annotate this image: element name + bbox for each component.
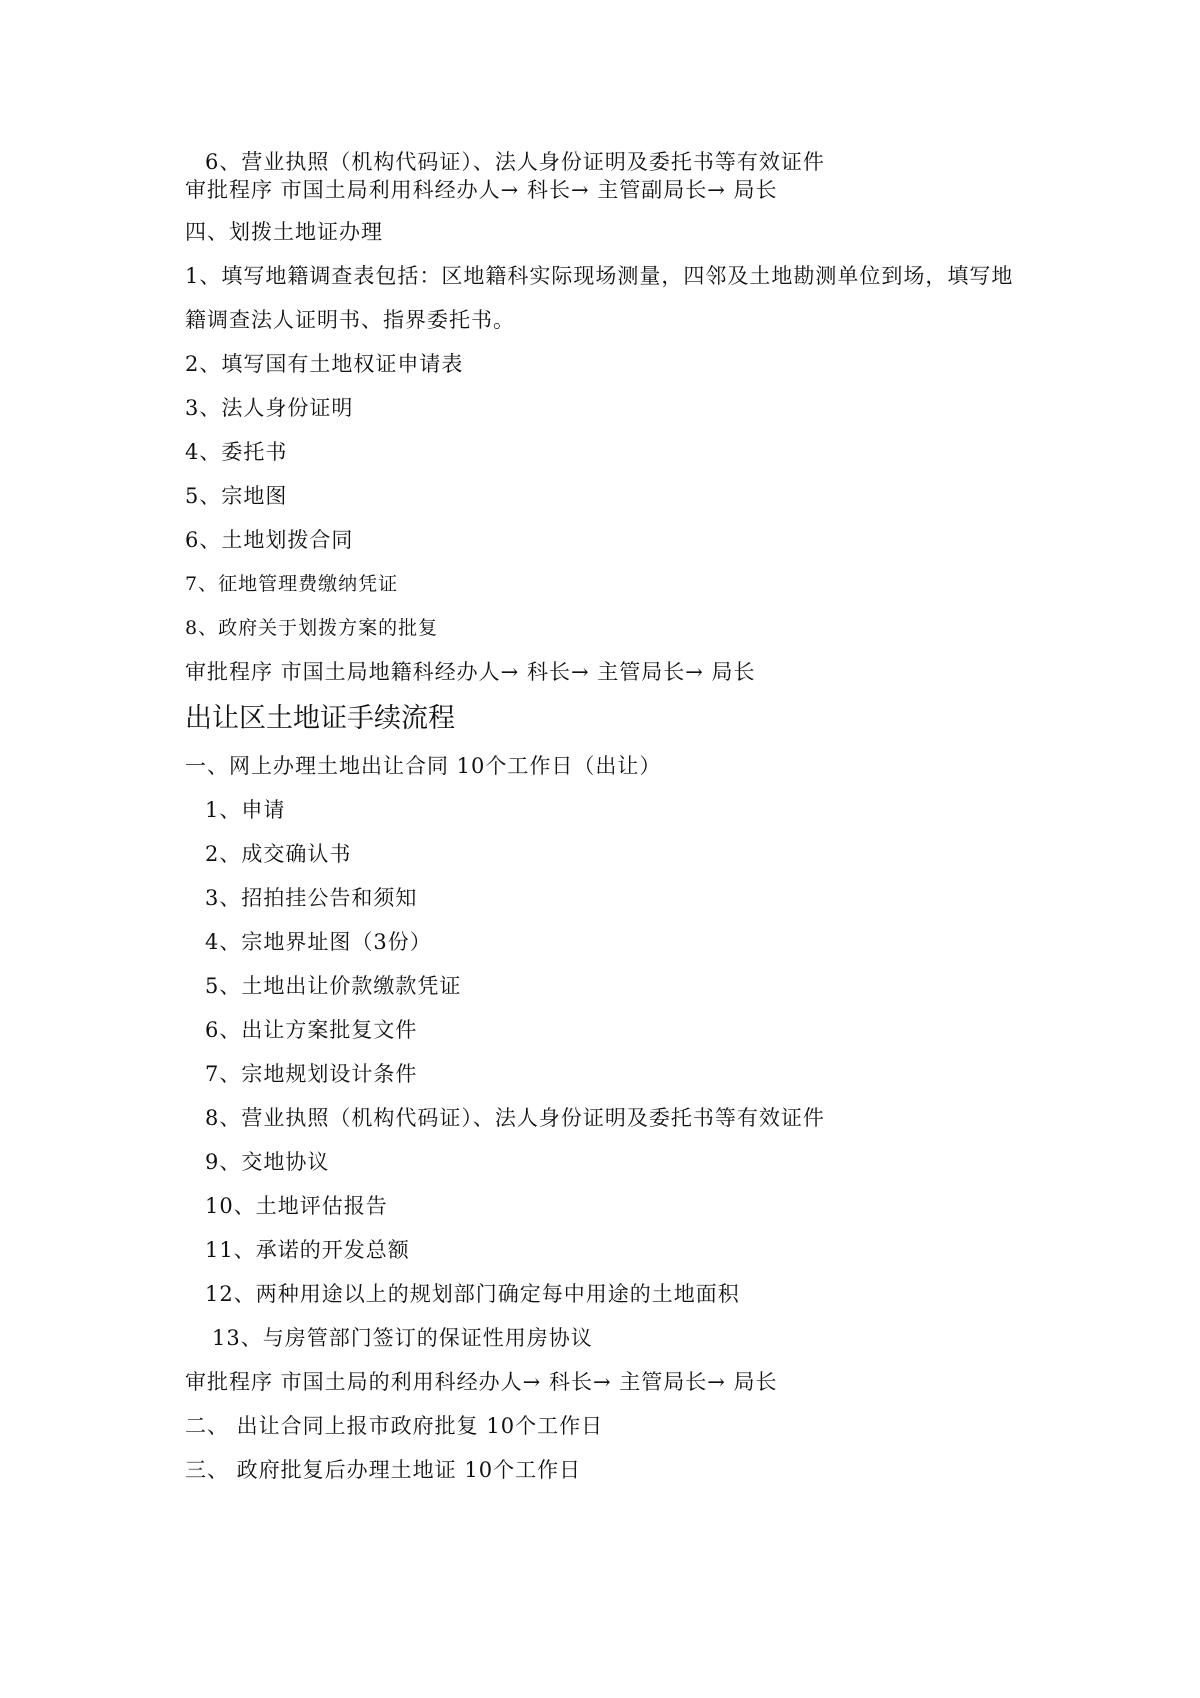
p1-item: 6、出让方案批复文件 xyxy=(205,1018,418,1042)
p1-item: 3、招拍挂公告和须知 xyxy=(205,886,418,910)
s4-item-4: 4、委托书 xyxy=(185,440,288,464)
s4-item-6: 6、土地划拨合同 xyxy=(185,528,354,552)
s4-item-8: 8、政府关于划拨方案的批复 xyxy=(185,617,439,639)
s4-item-7: 7、征地管理费缴纳凭证 xyxy=(185,573,399,595)
p1-item: 7、宗地规划设计条件 xyxy=(205,1062,418,1086)
p1-item: 12、两种用途以上的规划部门确定每中用途的土地面积 xyxy=(205,1282,740,1306)
p1-approval: 审批程序 市国土局的利用科经办人→ 科长→ 主管局长→ 局长 xyxy=(185,1370,778,1394)
s4-item-1b: 籍调查法人证明书、指界委托书。 xyxy=(185,308,515,332)
section-4-title: 四、划拨土地证办理 xyxy=(185,220,383,244)
p1-title: 一、网上办理土地出让合同 10个工作日（出让） xyxy=(185,754,662,778)
p1-item: 1、申请 xyxy=(205,798,286,822)
p1-item: 11、承诺的开发总额 xyxy=(205,1238,410,1262)
section-heading: 出让区土地证手续流程 xyxy=(185,703,455,734)
p3-line: 三、 政府批复后办理土地证 10个工作日 xyxy=(185,1458,582,1482)
p1-item: 8、营业执照（机构代码证）、法人身份证明及委托书等有效证件 xyxy=(205,1106,825,1130)
p2-line: 二、 出让合同上报市政府批复 10个工作日 xyxy=(185,1414,604,1438)
s4-item-2: 2、填写国有土地权证申请表 xyxy=(185,352,464,376)
p1-item: 5、土地出让价款缴款凭证 xyxy=(205,974,462,998)
s4-approval: 审批程序 市国土局地籍科经办人→ 科长→ 主管局长→ 局长 xyxy=(185,660,756,684)
s4-item-5: 5、宗地图 xyxy=(185,484,288,508)
p1-item: 13、与房管部门签订的保证性用房协议 xyxy=(212,1326,593,1350)
s4-item-3: 3、法人身份证明 xyxy=(185,396,354,420)
s1-approval: 审批程序 市国土局利用科经办人→ 科长→ 主管副局长→ 局长 xyxy=(185,178,778,202)
p1-item: 9、交地协议 xyxy=(205,1150,330,1174)
p1-item: 4、宗地界址图（3份） xyxy=(205,930,432,954)
s1-item-6: 6、营业执照（机构代码证）、法人身份证明及委托书等有效证件 xyxy=(205,150,825,174)
s4-item-1a: 1、填写地籍调查表包括：区地籍科实际现场测量，四邻及土地勘测单位到场，填写地 xyxy=(185,264,1014,288)
p1-item: 2、成交确认书 xyxy=(205,842,352,866)
p1-item: 10、土地评估报告 xyxy=(205,1194,388,1218)
